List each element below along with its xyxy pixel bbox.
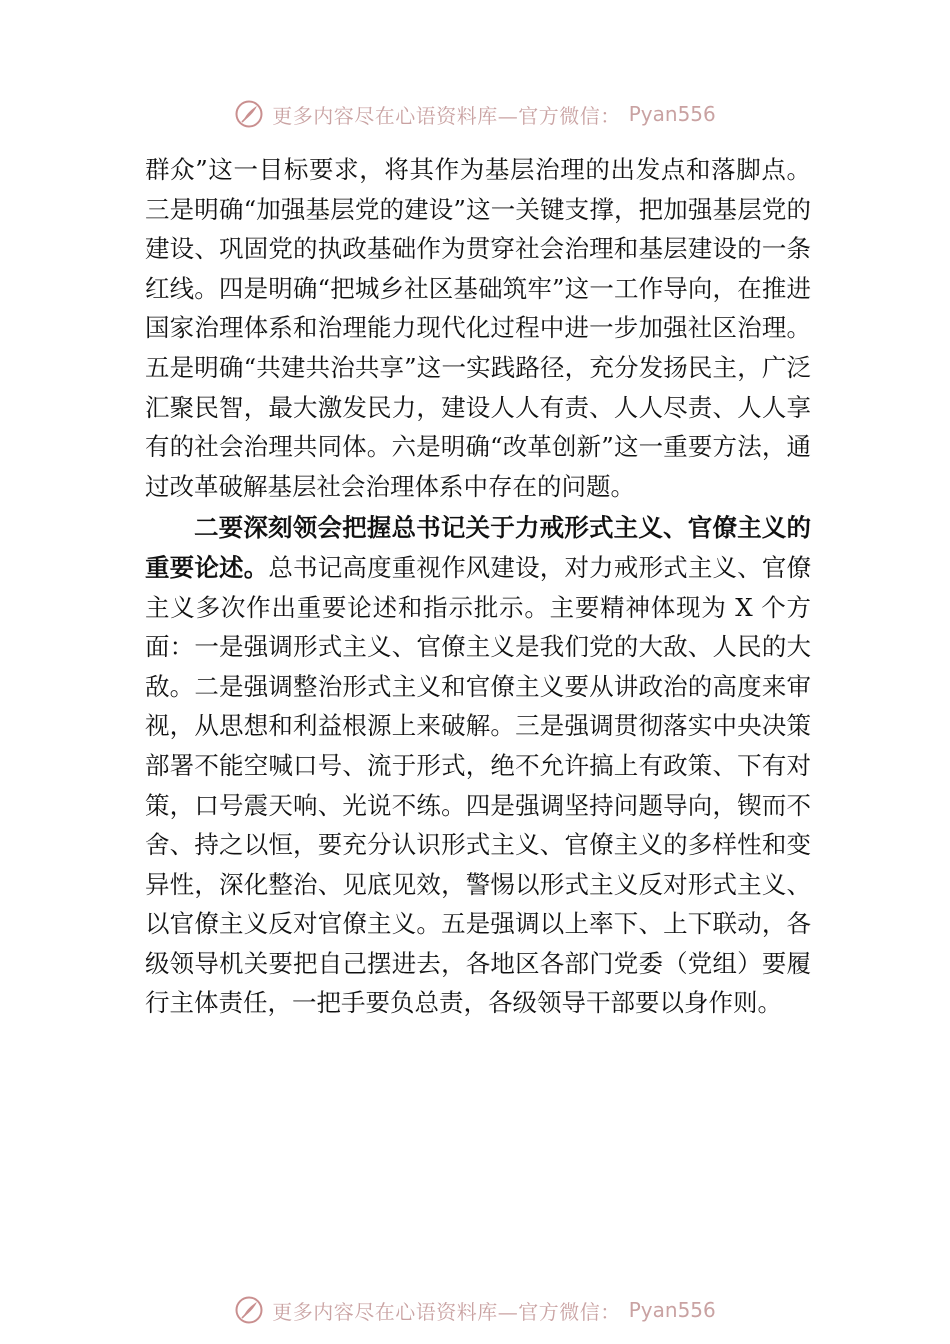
watermark-wechat-id: Pyan556 xyxy=(628,102,716,126)
quill-pen-icon xyxy=(234,99,264,129)
watermark-text: 更多内容尽在心语资料库—官方微信： xyxy=(272,103,621,128)
paragraph-section-two xyxy=(145,508,811,1023)
paragraph-continued: 群众”这一目标要求，将其作为基层治理的出发点和落脚点。三是明确“加强基层党的建设”这一关键支撑，把加强基层党的建设、巩固党的执政基础作为贯穿社会治理和基层建设的一条红线。四是明确“把城乡社区基础筑牢”这一工作导向，在推进国家治理体系和治理能力现代化过程中进一步加强社区治理。五是明确“共建共治共享”这一实践路径，充分发扬民主，广泛汇聚民智，最大激发民力，建设人人有责、人人尽责、人人享有的社会治理共同体。六是明确“改革创新”这一重要方法，通过改革破解基层社会治理体系中存在的问题。 xyxy=(145,155,811,501)
section-two-heading: 二要深刻领会把握总书记关于力戒形式主义、官僚主义的重要论述。 xyxy=(145,513,811,582)
header-watermark xyxy=(0,94,950,134)
footer-watermark xyxy=(0,1290,950,1330)
document-body xyxy=(145,150,811,1023)
watermark-text: 更多内容尽在心语资料库—官方微信： xyxy=(272,1299,621,1324)
section-two-text: 总书记高度重视作风建设，对力戒形式主义、官僚主义多次作出重要论述和指示批示。主要精神体现为 X 个方面：一是强调形式主义、官僚主义是我们党的大敌、人民的大敌。二是强调整治形式主义和官僚主义要从讲政治的高度来审视，从思想和利益根源上来破解。三是强调贯彻落实中央决策部署不能空喊口号、流于形式，绝不允许搞上有政策、下有对策，口号震天响、光说不练。四是强调坚持问题导向，锲而不舍、持之以恒，要充分认识形式主义、官僚主义的多样性和变异性，深化整治、见底见效，警惕以形式主义反对形式主义、以官僚主义反对官僚主义。五是强调以上率下、上下联动，各级领导机关要把自己摆进去，各地区各部门党委（党组）要履行主体责任，一把手要负总责，各级领导干部要以身作则。 xyxy=(145,552,812,1018)
watermark-wechat-id: Pyan556 xyxy=(628,1298,716,1322)
quill-pen-icon xyxy=(234,1295,264,1325)
